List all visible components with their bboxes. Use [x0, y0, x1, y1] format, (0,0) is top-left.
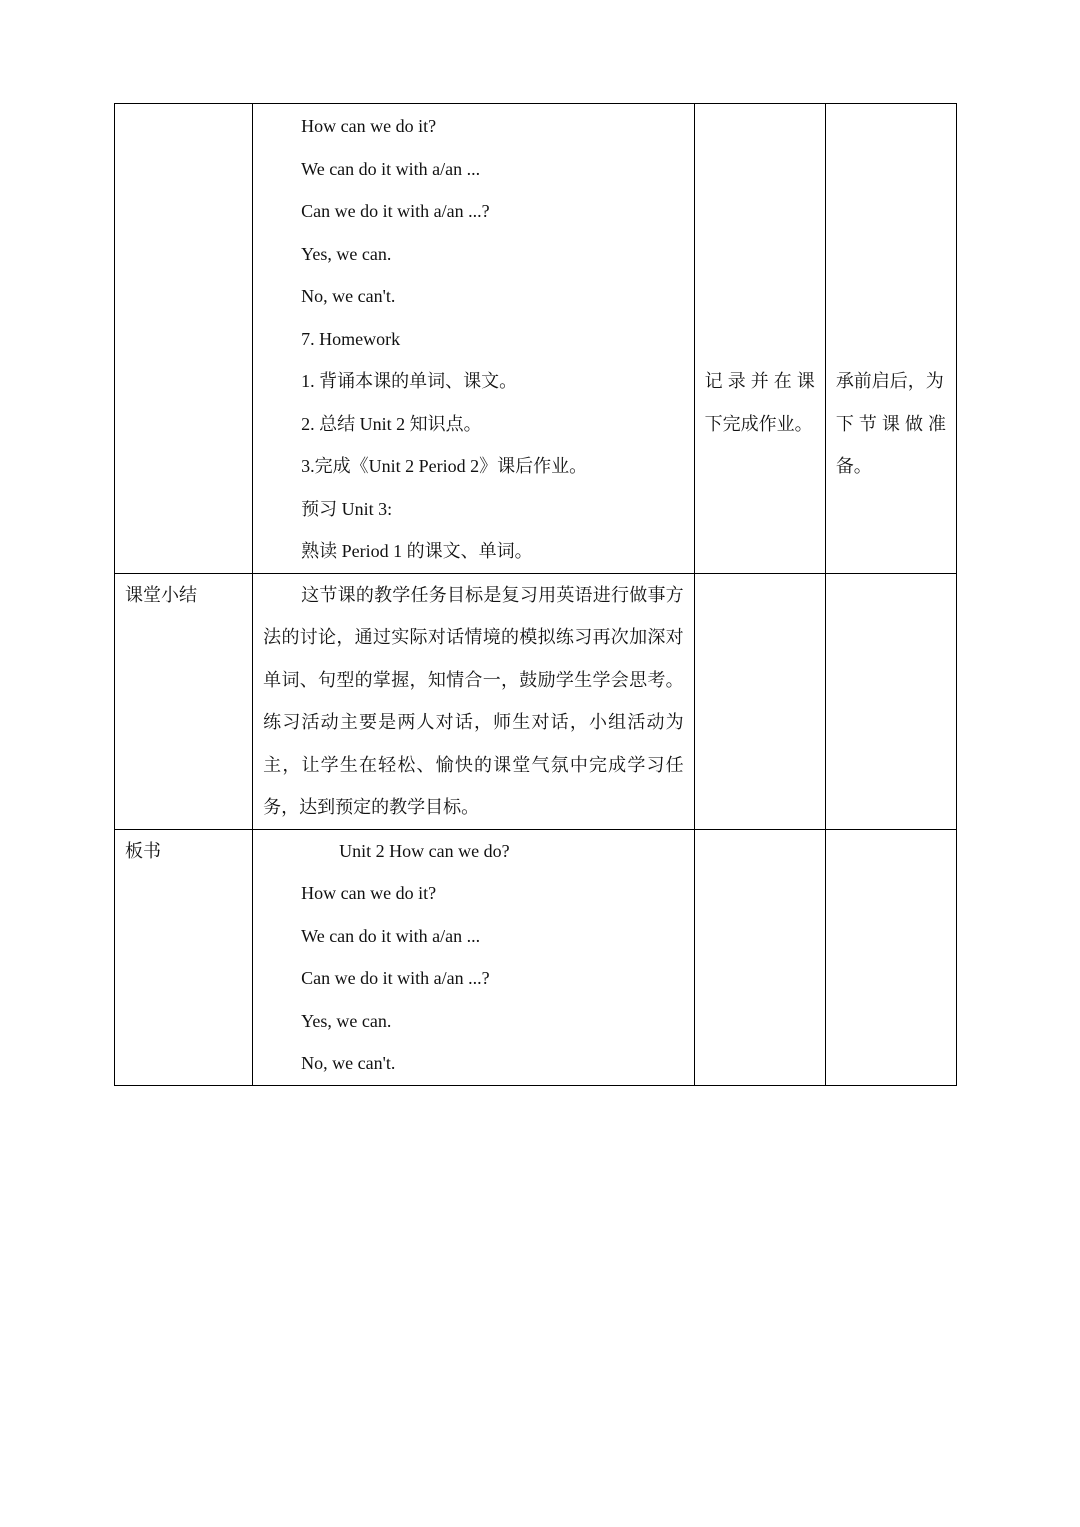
summary-activity-cell [694, 573, 825, 829]
summary-label: 课堂小结 [125, 584, 197, 605]
row1-design-intent-cell [825, 104, 956, 574]
homework-item: 1. 背诵本课的单词、课文。 [301, 371, 518, 391]
content-line: No, we can't. [301, 286, 396, 306]
row1-content-cell [253, 104, 695, 574]
design-intent-line: 备。 [835, 456, 872, 476]
summary-intent-cell [825, 573, 956, 829]
homework-item: 2. 总结 Unit 2 知识点。 [301, 413, 482, 434]
blackboard-line: Yes, we can. [301, 1010, 392, 1031]
summary-paragraph: 这节课的教学任务目标是复习用英语进行做事方法的讨论，通过实际对话情境的模拟练习再次加深对单词、句型的掌握，知情合一，鼓励学生学会思考。练习活动主要是两人对话，师生对话，小组活动为主，让学生在轻松、愉快的课堂气氛中完成学习任务，达到预定的教学目标。 [263, 584, 684, 817]
homework-item: 3.完成《Unit 2 Period 2》课后作业。 [301, 456, 588, 476]
content-line: How can we do it? [301, 116, 437, 136]
content-line: Can we do it with a/an ...? [301, 201, 490, 221]
blackboard-intent-cell [825, 829, 956, 1085]
blackboard-label-cell [115, 829, 253, 1085]
content-line: We can do it with a/an ... [301, 158, 481, 179]
row1-student-activity-cell [694, 104, 825, 574]
homework-heading: 7. Homework [301, 328, 401, 349]
table-row-procedure [115, 104, 957, 574]
blackboard-content-cell [253, 829, 695, 1085]
table-row-summary [115, 573, 957, 829]
summary-label-cell [115, 573, 253, 829]
content-line: Yes, we can. [301, 243, 392, 264]
preview-heading: 预习 Unit 3: [301, 498, 393, 519]
student-activity-line: 记录并在课 [704, 371, 815, 391]
blackboard-line: We can do it with a/an ... [301, 925, 481, 946]
student-activity-line: 下完成作业。 [704, 413, 813, 434]
blackboard-line: How can we do it? [301, 883, 437, 903]
blackboard-label: 板书 [125, 840, 161, 861]
design-intent-line: 下节课做准 [835, 413, 946, 434]
summary-content-cell [253, 573, 695, 829]
blackboard-line: Can we do it with a/an ...? [301, 968, 490, 988]
design-intent-line: 承前启后，为 [835, 371, 944, 391]
blackboard-title: Unit 2 How can we do? [339, 840, 510, 861]
preview-item: 熟读 Period 1 的课文、单词。 [301, 541, 533, 561]
lesson-plan-table [114, 103, 957, 1086]
row1-label-cell [115, 104, 253, 574]
blackboard-activity-cell [694, 829, 825, 1085]
table-row-blackboard [115, 829, 957, 1085]
blackboard-line: No, we can't. [301, 1053, 396, 1073]
